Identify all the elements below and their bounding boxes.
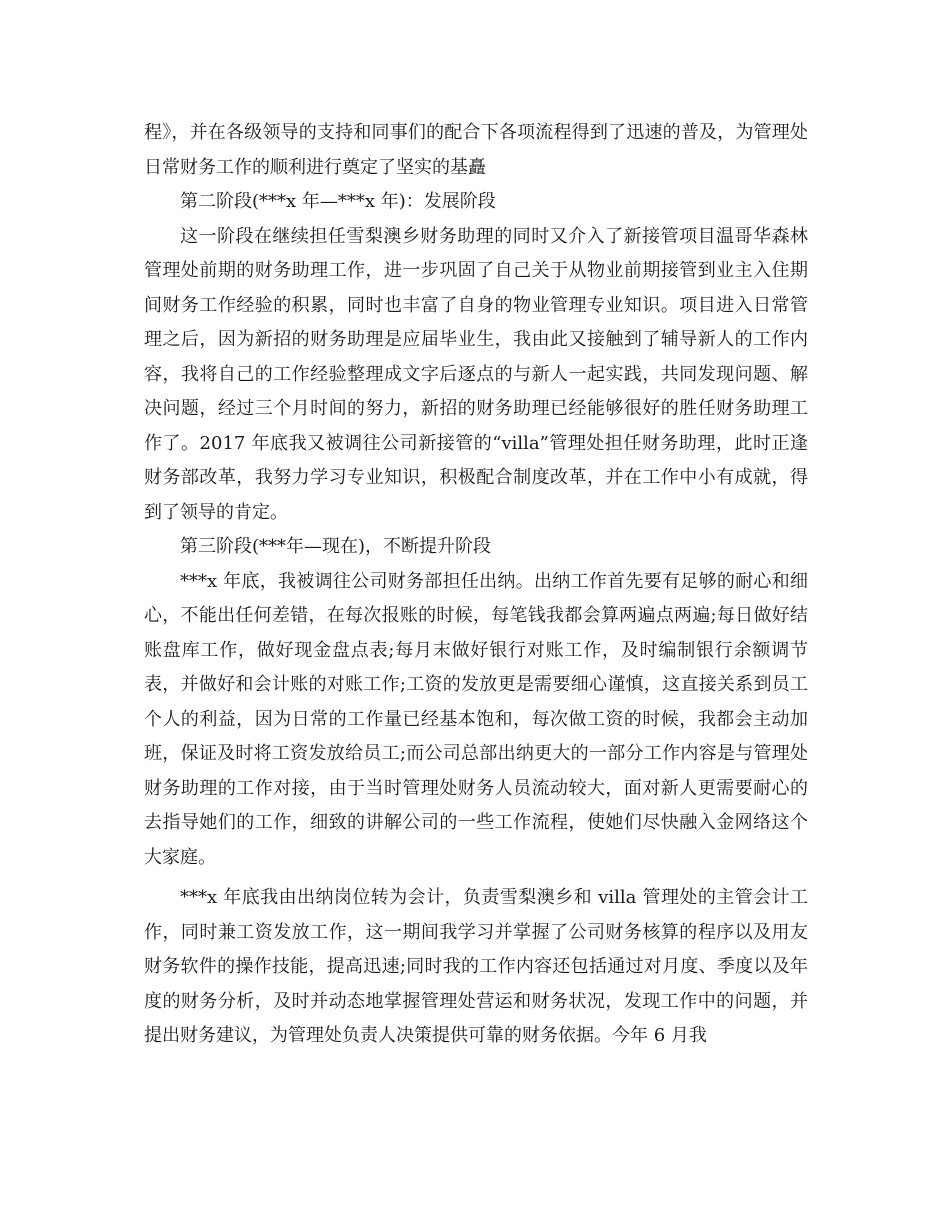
section-heading-stage-three: 第三阶段(***年—现在)，不断提升阶段 — [180, 536, 492, 557]
paragraph-cashier: ***x 年底，我被调往公司财务部担任出纳。出纳工作首先要有足够的耐心和细心，不能出任何差错，在每次报账的时候，每笔钱我都会算两遍点两遍;每日做好结账盘库工作，做好现金盘点表;每月末做好银行对账工作，及时编制银行余额调节表，并做好和会计账的对账工作;工资的发放更是需要细心谨慎，这直接关系到员工个人的利益，因为日常的工作量已经基本饱和，每次做工资的时候，我都会主动加班，保证及时将工资发放给员工;而公司总部出纳更大的一部分工作内容是与管理处财务助理的工作对接，由于当时管理处财务人员流动较大，面对新人更需要耐心的去指导她们的工作，细致的讲解公司的一些工作流程，使她们尽快融入金网络这个大家庭。 — [144, 570, 808, 868]
paragraph-accountant: ***x 年底我由出纳岗位转为会计，负责雪梨澳乡和 villa 管理处的主管会计工作，同时兼工资发放工作，这一期间我学习并掌握了公司财务核算的程序以及用友财务软件的操作技能，提高迅速;同时我的工作内容还包括通过对月度、季度以及年度的财务分析，及时并动态地掌握管理处营运和财务状况，发现工作中的问题，并提出财务建议，为管理处负责人决策提供可靠的财务依据。今年 6 月我 — [144, 887, 808, 1046]
paragraph-stage-two: 这一阶段在继续担任雪梨澳乡财务助理的同时又介入了新接管项目温哥华森林管理处前期的财务助理工作，进一步巩固了自己关于从物业前期接管到业主入住期间财务工作经验的积累，同时也丰富了自身的物业管理专业知识。项目进入日常管理之后，因为新招的财务助理是应届毕业生，我由此又接触到了辅导新人的工作内容，我将自己的工作经验整理成文字后逐点的与新人一起实践，共同发现问题、解决问题，经过三个月时间的努力，新招的财务助理已经能够很好的胜任财务助理工作了。2017 年底我又被调往公司新接管的“villa”管理处担任财务助理，此时正逢财务部改革，我努力学习专业知识，积极配合制度改革，并在工作中小有成就，得到了领导的肯定。 — [144, 225, 808, 523]
paragraph-1: 程》，并在各级领导的支持和同事们的配合下各项流程得到了迅速的普及，为管理处日常财务工作的顺利进行奠定了坚实的基矗 — [144, 122, 808, 178]
document-body — [144, 116, 808, 1054]
section-heading-stage-two: 第二阶段(***x 年—***x 年)：发展阶段 — [180, 191, 496, 212]
